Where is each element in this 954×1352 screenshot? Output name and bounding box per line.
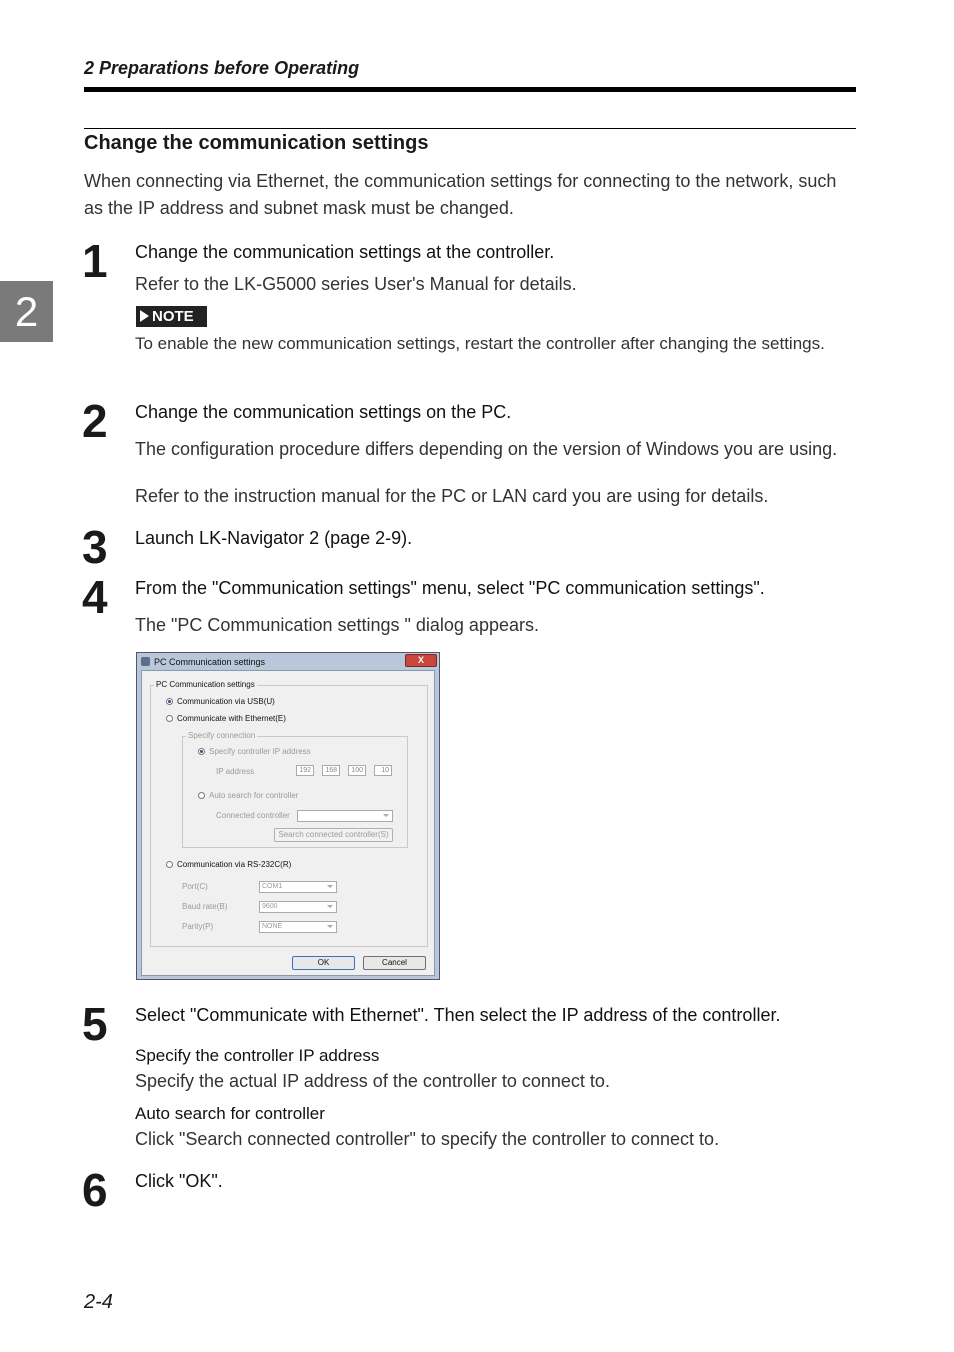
step-body-1: Refer to the LK-G5000 series User's Manual for details.	[135, 274, 577, 294]
parity-select[interactable]: NONE	[259, 921, 337, 933]
chevron-down-icon	[327, 905, 333, 908]
baud-rate-label: Baud rate(B)	[182, 902, 228, 911]
header-rule	[84, 87, 856, 92]
ip-octet-1[interactable]: 192	[296, 765, 314, 776]
ip-address-label: IP address	[216, 767, 255, 776]
pc-communication-dialog	[136, 652, 440, 980]
app-icon	[141, 657, 150, 666]
specify-ip-radio[interactable]	[198, 748, 205, 755]
connected-controller-label: Connected controller	[216, 811, 290, 820]
auto-search-radio[interactable]	[198, 792, 205, 799]
rs232c-radio[interactable]	[166, 861, 173, 868]
ip-octet-4[interactable]: 10	[374, 765, 392, 776]
step-body-2b: Refer to the instruction manual for the PC or LAN card you are using for details.	[135, 486, 769, 506]
step-number-5: 5	[82, 998, 108, 1050]
section-intro: When connecting via Ethernet, the communication settings for connecting to the network, such as the IP address and subnet mask must be changed.	[84, 171, 837, 218]
step5-sub1-body: Specify the actual IP address of the controller to connect to.	[135, 1071, 610, 1091]
port-select[interactable]: COM1	[259, 881, 337, 893]
specify-ip-radio-label: Specify controller IP address	[209, 747, 311, 756]
note-text: To enable the new communication settings, restart the controller after changing the settings.	[135, 334, 825, 353]
note-badge	[136, 306, 207, 327]
dialog-titlebar	[141, 655, 265, 669]
chevron-down-icon	[327, 925, 333, 928]
section-title: Change the communication settings	[84, 132, 429, 154]
step-body-2a: The configuration procedure differs depending on the version of Windows you are using.	[135, 439, 838, 459]
note-triangle-icon	[140, 310, 149, 322]
close-icon[interactable]: X	[405, 654, 437, 667]
search-controller-button[interactable]: Search connected controller(S)	[274, 828, 393, 842]
usb-radio-label: Communication via USB(U)	[177, 697, 275, 706]
note-label: NOTE	[152, 308, 194, 325]
ok-button[interactable]: OK	[292, 956, 355, 970]
step-text-1: Change the communication settings at the controller.	[135, 242, 555, 262]
baud-rate-select[interactable]: 9600	[259, 901, 337, 913]
ip-octet-2[interactable]: 168	[322, 765, 340, 776]
dialog-client	[141, 670, 435, 976]
ip-octet-3[interactable]: 100	[348, 765, 366, 776]
step-number-3: 3	[82, 521, 108, 573]
specify-connection-label: Specify connection	[188, 731, 256, 740]
step-number-2: 2	[82, 395, 108, 447]
step5-sub2-body: Click "Search connected controller" to specify the controller to connect to.	[135, 1129, 720, 1149]
connected-controller-select[interactable]	[297, 810, 393, 822]
step-text-3: Launch LK-Navigator 2 (page 2-9).	[135, 528, 413, 548]
parity-label: Parity(P)	[182, 922, 214, 931]
step5-sub2-title: Auto search for controller	[135, 1104, 325, 1123]
step-text-6: Click "OK".	[135, 1171, 223, 1191]
chapter-tab: 2	[0, 281, 53, 342]
dialog-title: PC Communication settings	[154, 657, 266, 667]
step-text-4: From the "Communication settings" menu, select "PC communication settings".	[135, 578, 765, 598]
port-label: Port(C)	[182, 882, 208, 891]
section-rule	[84, 128, 856, 129]
usb-radio[interactable]	[166, 698, 173, 705]
running-header: 2 Preparations before Operating	[84, 58, 360, 78]
step-text-2: Change the communication settings on the PC.	[135, 402, 512, 422]
chevron-down-icon	[383, 814, 389, 817]
cancel-button[interactable]: Cancel	[363, 956, 426, 970]
chevron-down-icon	[327, 885, 333, 888]
step5-sub1-title: Specify the controller IP address	[135, 1046, 380, 1065]
rs232c-radio-label: Communication via RS-232C(R)	[177, 860, 292, 869]
page-number: 2-4	[84, 1291, 113, 1313]
step-number-1: 1	[82, 235, 108, 287]
ethernet-radio[interactable]	[166, 715, 173, 722]
comm-settings-group-label: PC Communication settings	[156, 680, 255, 689]
step-text-5: Select "Communicate with Ethernet". Then select the IP address of the controller.	[135, 1005, 781, 1025]
step-number-6: 6	[82, 1164, 108, 1216]
step-number-4: 4	[82, 571, 108, 623]
auto-search-radio-label: Auto search for controller	[209, 791, 299, 800]
step-body-4: The "PC Communication settings " dialog appears.	[135, 615, 539, 635]
ethernet-radio-label: Communicate with Ethernet(E)	[177, 714, 286, 723]
